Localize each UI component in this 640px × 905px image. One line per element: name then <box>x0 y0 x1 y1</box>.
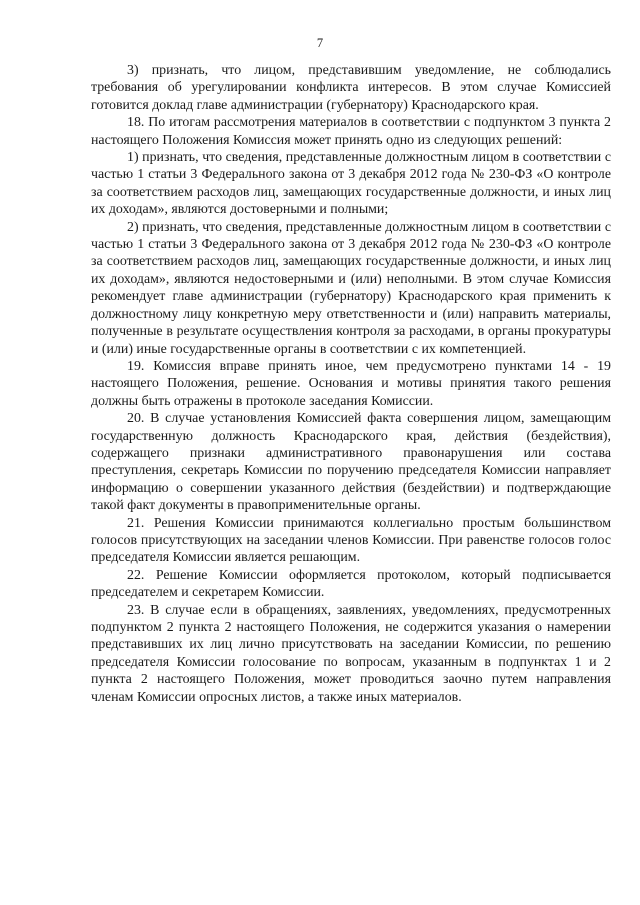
document-body <box>91 62 611 706</box>
paragraph-item-3: 3) признать, что лицом, представившим уведомление, не соблюдались требования об урегулировании конфликта интересов. В этом случае Комиссией готовится доклад главе администрации (губернатору) Краснодарского края. <box>91 63 611 113</box>
paragraph-18-item-2: 2) признать, что сведения, представленные должностным лицом в соответствии с частью 1 статьи 3 Федерального закона от 3 декабря 2012 года № 230-ФЗ «О контроле за соответствием расходов лиц, замещающих государственные должности, и иных лиц их доходам», являются недостоверными и (или) неполными. В этом случае Комиссия рекомендует главе администрации (губернатору) Краснодарского края применить к должностному лицу конкретную меру ответственности и (или) направить материалы, полученные в результате осуществления контроля за расходами, в органы прокуратуры и (или) иные государственные органы в соответствии с их компетенцией. <box>91 219 611 357</box>
page-number: 7 <box>316 36 324 50</box>
paragraph-19: 19. Комиссия вправе принять иное, чем предусмотрено пунктами 14 - 19 настоящего Положения, решение. Основания и мотивы принятия такого решения должны быть отражены в протоколе заседания Комиссии. <box>91 358 611 409</box>
paragraph-23: 23. В случае если в обращениях, заявлениях, уведомлениях, предусмотренных подпунктом 2 пункта 2 настоящего Положения, не содержится указания о намерении представивших их лиц лично присутствовать на заседании Комиссии, по решению председателя Комиссии голосование по вопросам, указанным в подпунктах 1 и 2 пункта 2 настоящего Положения, может проводиться заочно путем направления членам Комиссии опросных листов, а также иных материалов. <box>91 602 611 705</box>
paragraph-20: 20. В случае установления Комиссией факта совершения лицом, замещающим государственную должность Краснодарского края, действия (бездействия), содержащего признаки административного правонарушения или состава преступления, секретарь Комиссии по поручению председателя Комиссии направляет информацию о совершении указанного действия (бездействии) и подтверждающие такой факт документы в правоприменительные органы. <box>91 411 611 514</box>
paragraph-22: 22. Решение Комиссии оформляется протоколом, который подписывается председателем и секретарем Комиссии. <box>91 567 611 601</box>
paragraph-18-item-1: 1) признать, что сведения, представленные должностным лицом в соответствии с частью 1 статьи 3 Федерального закона от 3 декабря 2012 года № 230-ФЗ «О контроле за соответствием расходов лиц, замещающих государственные должности, и иных лиц их доходам», являются достоверными и полными; <box>91 150 611 218</box>
paragraph-21: 21. Решения Комиссии принимаются коллегиально простым большинством голосов присутствующих на заседании членов Комиссии. При равенстве голосов голос председателя Комиссии является решающим. <box>91 515 611 566</box>
paragraph-18: 18. По итогам рассмотрения материалов в соответствии с подпунктом 3 пункта 2 настоящего Положения Комиссия может принять одно из следующих решений: <box>91 115 611 148</box>
